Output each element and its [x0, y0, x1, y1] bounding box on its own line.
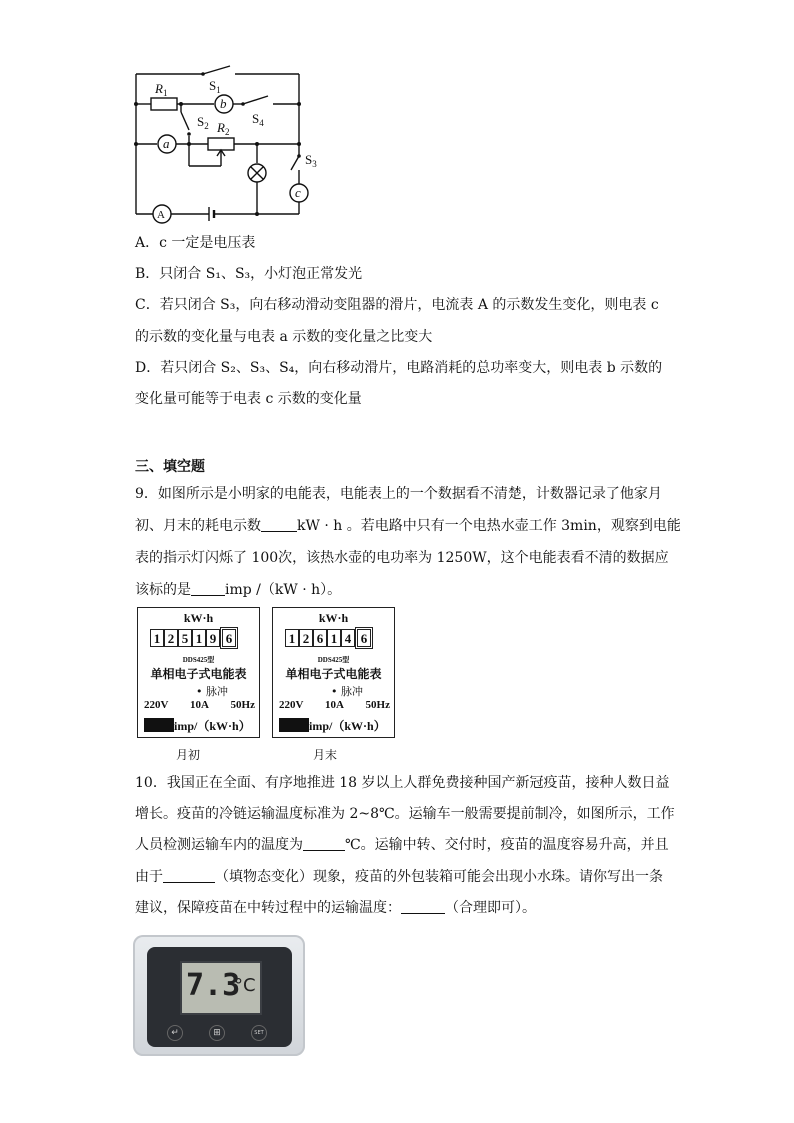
r2-label: $R_2$ — [217, 120, 230, 137]
q10-line4 — [135, 861, 663, 893]
meter-imp — [144, 717, 251, 734]
q9-line3: 表的指示灯闪烁了 100次，该热水壶的电功率为 1250W，这个电能表看不清的数据应 — [135, 550, 669, 566]
q9-blank-1[interactable] — [261, 517, 297, 532]
thermometer-face — [147, 947, 292, 1047]
mode-button-icon[interactable]: ⊞ — [209, 1025, 225, 1041]
meter-model: DDS425型 — [182, 656, 215, 664]
meter-imp — [279, 717, 386, 734]
q10-line2: 增长。疫苗的冷链运输温度标准为 2~8℃。运输车一般需要提前制冷，如图所示，工作 — [135, 806, 675, 822]
option-c-cont: 的示数的变化量与电表 a 示数的变化量之比变大 — [135, 329, 433, 345]
meter-imp-unit: imp/（kW·h） — [309, 719, 386, 733]
return-button-icon[interactable]: ↵ — [167, 1025, 183, 1041]
section-title: 三、填空题 — [135, 459, 205, 475]
q10-text: ℃。运输中转、交付时，疫苗的温度容易升高，并且 — [345, 837, 669, 853]
q10-blank-3[interactable] — [401, 899, 445, 914]
meter-voltage: 220V — [279, 699, 304, 711]
meter-c-label: c — [295, 185, 301, 200]
temperature-reading: 7.3 — [186, 968, 241, 1003]
q10-text: 人员检测运输车内的温度为 — [135, 837, 303, 853]
thermometer-photo — [133, 935, 305, 1056]
q10-text: 建议，保障疫苗在中转过程中的运输温度： — [135, 900, 401, 916]
option-b: B．只闭合 S₁、S₃，小灯泡正常发光 — [135, 266, 363, 282]
meter-unit: kW·h — [183, 611, 214, 625]
meter-digit: 2 — [299, 629, 313, 647]
meter-digit: 6 — [313, 629, 327, 647]
meter-digits — [285, 629, 371, 649]
meter-digit: 2 — [164, 629, 178, 647]
meter-a-label: a — [163, 136, 170, 151]
set-button[interactable]: SET — [251, 1025, 267, 1041]
q10-blank-1[interactable] — [303, 836, 345, 851]
meter-frequency: 50Hz — [230, 699, 255, 711]
meter-digit: 9 — [206, 629, 220, 647]
meter-voltage: 220V — [144, 699, 169, 711]
q9-line1: 9．如图所示是小明家的电能表，电能表上的一个数据看不清楚，计数器记录了他家月 — [135, 486, 662, 502]
q10-blank-2[interactable] — [163, 868, 215, 883]
option-d: D．若只闭合 S₂、S₃、S₄，向右移动滑片，电路消耗的总功率变大，则电表 b 示数的 — [135, 360, 663, 376]
q9-text: 初、月末的耗电示数 — [135, 518, 261, 534]
temperature-unit: °C — [234, 975, 256, 996]
s1-label: $S_1$ — [209, 78, 221, 95]
meter-current: 10A — [190, 699, 209, 711]
q9-text: 该标的是 — [135, 582, 191, 598]
meter-b-label: b — [220, 96, 227, 111]
option-a: A．c 一定是电压表 — [135, 235, 256, 251]
q10-text: 由于 — [135, 869, 163, 885]
q9-line2 — [135, 510, 681, 542]
meter-imp-unit: imp/（kW·h） — [174, 719, 251, 733]
q9-line4 — [135, 574, 341, 606]
s3-label: $S_3$ — [305, 152, 317, 169]
option-d-cont: 变化量可能等于电表 c 示数的变化量 — [135, 391, 362, 407]
caption-end: 月末 — [313, 748, 338, 762]
meter-frequency: 50Hz — [365, 699, 390, 711]
q9-blank-2[interactable] — [191, 581, 225, 596]
meter-digit: 4 — [341, 629, 355, 647]
hidden-value-block — [144, 718, 174, 732]
meter-digit: 1 — [150, 629, 164, 647]
thermometer-lcd — [180, 961, 262, 1015]
circuit-diagram — [125, 60, 315, 230]
meter-digits — [150, 629, 236, 649]
q10-text: （合理即可）。 — [445, 900, 536, 916]
ammeter-label: A — [157, 209, 165, 221]
meter-name: 单相电子式电能表 — [150, 667, 247, 681]
hidden-value-block — [279, 718, 309, 732]
meter-start — [137, 607, 260, 738]
q10-line5 — [135, 892, 536, 924]
meter-model: DDS425型 — [317, 656, 350, 664]
meter-pulse: • 脉冲 — [196, 685, 228, 698]
s4-label: $S_4$ — [252, 111, 264, 128]
meter-end — [272, 607, 395, 738]
meter-digit: 1 — [192, 629, 206, 647]
q9-text: kW · h 。若电路中只有一个电热水壶工作 3min，观察到电能 — [297, 518, 681, 534]
meter-specs — [279, 699, 390, 711]
meter-specs — [144, 699, 255, 711]
meter-unit: kW·h — [318, 611, 349, 625]
q9-text: imp /（kW · h）。 — [225, 582, 342, 598]
s2-label: $S_2$ — [197, 114, 209, 131]
q10-text: （填物态变化）现象，疫苗的外包装箱可能会出现小水珠。请你写出一条 — [215, 869, 663, 885]
meter-digit: 5 — [178, 629, 192, 647]
meter-name: 单相电子式电能表 — [285, 667, 382, 681]
meter-current: 10A — [325, 699, 344, 711]
q10-line1: 10．我国正在全面、有序地推进 18 岁以上人群免费接种国产新冠疫苗，接种人数日益 — [135, 775, 670, 791]
meter-digit-decimal: 6 — [222, 629, 236, 647]
meter-digit: 1 — [327, 629, 341, 647]
meter-digit-decimal: 6 — [357, 629, 371, 647]
q10-line3 — [135, 829, 669, 861]
r1-label: $R_1$ — [155, 81, 168, 98]
meter-digit: 1 — [285, 629, 299, 647]
caption-start: 月初 — [176, 748, 201, 762]
meter-pulse: • 脉冲 — [331, 685, 363, 698]
option-c: C．若只闭合 S₃，向右移动滑动变阻器的滑片，电流表 A 的示数发生变化，则电表 c — [135, 297, 659, 313]
